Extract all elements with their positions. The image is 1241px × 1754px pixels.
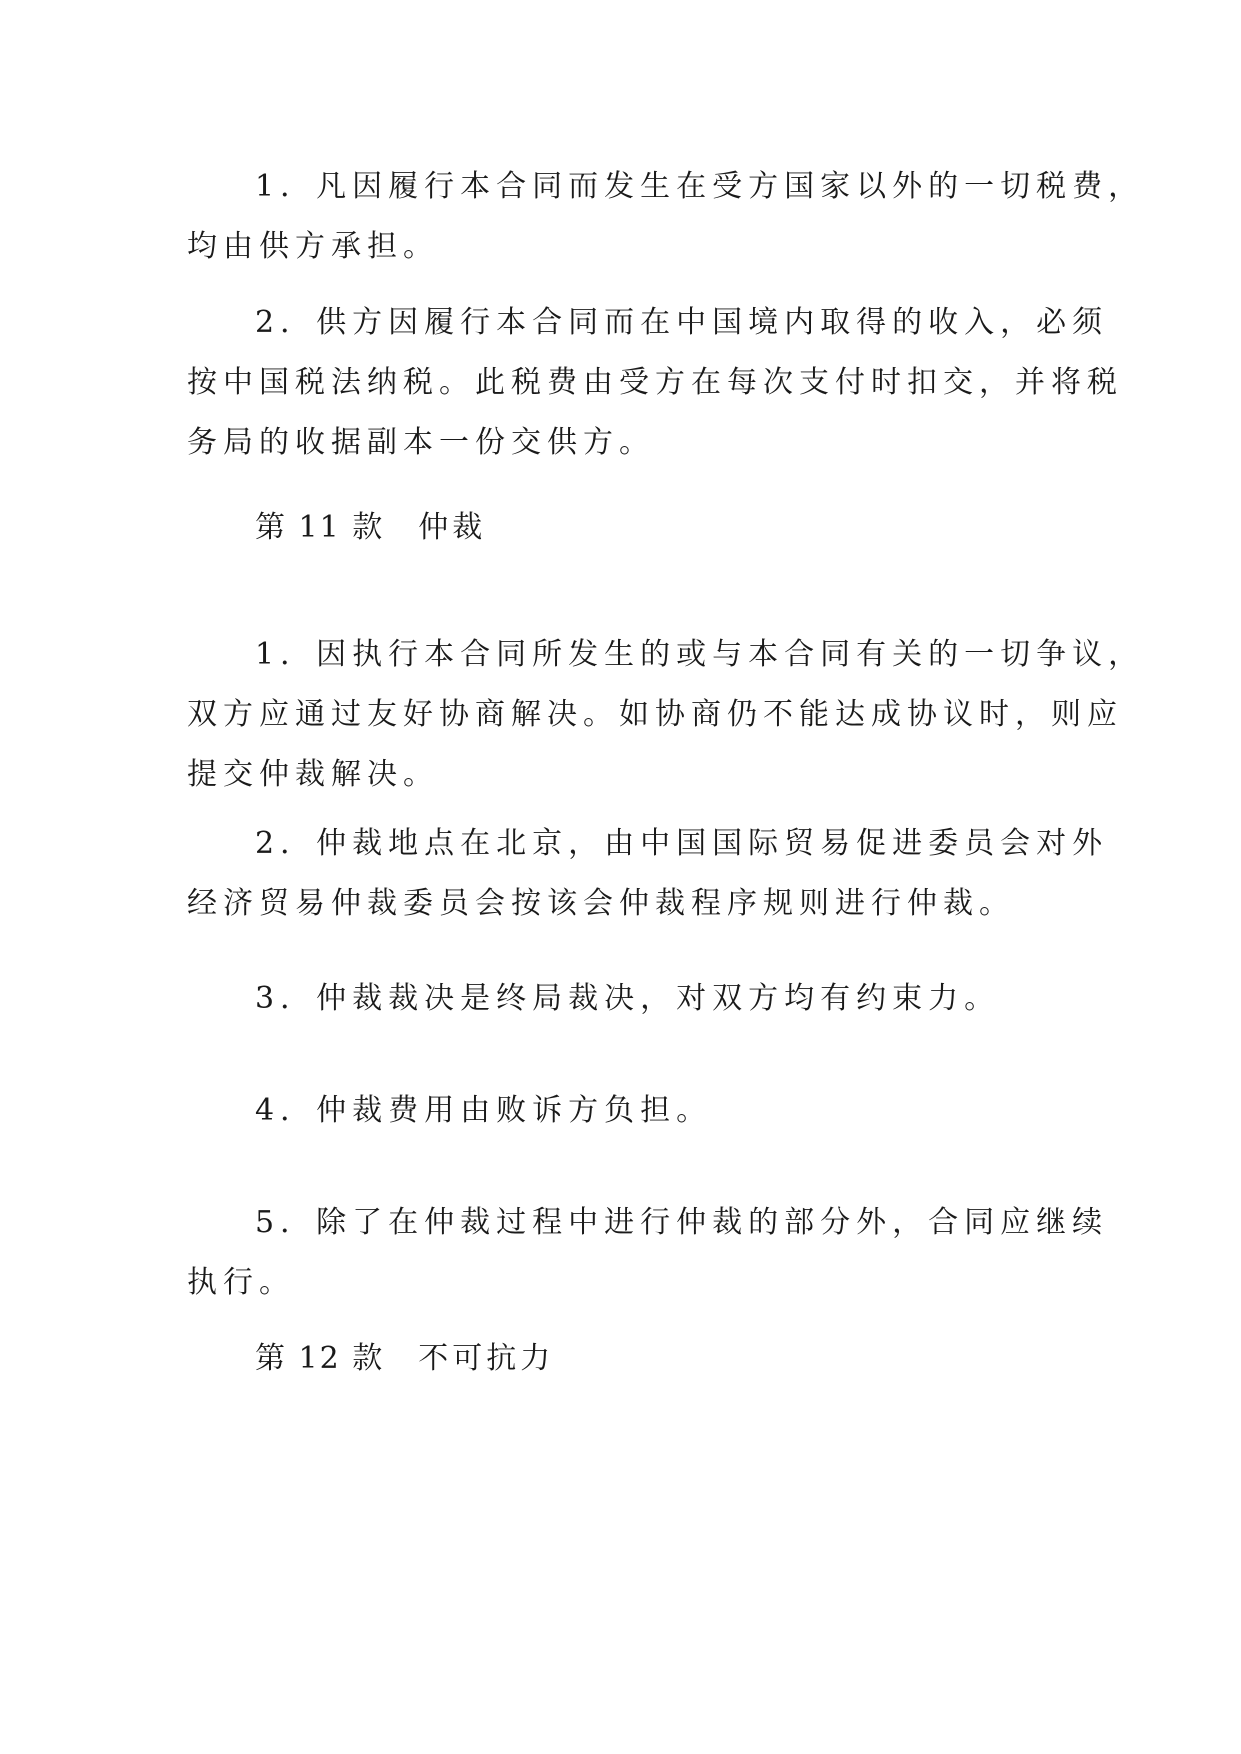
text-line: 经济贸易仲裁委员会按该会仲裁程序规则进行仲裁。 bbox=[187, 886, 1015, 921]
text-line: 均由供方承担。 bbox=[187, 229, 439, 264]
tax-clause-2 bbox=[187, 293, 1123, 473]
section-number: 第 12 款 bbox=[255, 1341, 385, 1376]
text-line: 2．供方因履行本合同而在中国境内取得的收入，必须 bbox=[255, 305, 1109, 340]
text-line: 1．因执行本合同所发生的或与本合同有关的一切争议， bbox=[255, 637, 1145, 672]
text-line: 3．仲裁裁决是终局裁决，对双方均有约束力。 bbox=[255, 981, 1001, 1016]
section-heading-arbitration bbox=[255, 498, 486, 558]
section-title: 不可抗力 bbox=[418, 1341, 555, 1376]
arbitration-clause-5 bbox=[187, 1193, 1109, 1313]
section-heading-force-majeure bbox=[255, 1329, 554, 1389]
arbitration-clause-1 bbox=[187, 625, 1145, 805]
text-line: 2．仲裁地点在北京，由中国国际贸易促进委员会对外 bbox=[255, 826, 1109, 861]
section-title: 仲裁 bbox=[418, 510, 487, 545]
text-line: 按中国税法纳税。此税费由受方在每次支付时扣交，并将税 bbox=[187, 365, 1123, 400]
arbitration-clause-4 bbox=[187, 1081, 1057, 1141]
arbitration-clause-2 bbox=[187, 814, 1109, 934]
section-number: 第 11 款 bbox=[255, 510, 385, 545]
text-line: 务局的收据副本一份交供方。 bbox=[187, 425, 655, 460]
arbitration-clause-3 bbox=[187, 969, 1057, 1029]
text-line: 双方应通过友好协商解决。如协商仍不能达成协议时，则应 bbox=[187, 697, 1123, 732]
text-line: 提交仲裁解决。 bbox=[187, 757, 439, 792]
tax-clause-1 bbox=[187, 157, 1145, 277]
text-line: 1．凡因履行本合同而发生在受方国家以外的一切税费， bbox=[255, 169, 1145, 204]
text-line: 执行。 bbox=[187, 1265, 295, 1300]
text-line: 4．仲裁费用由败诉方负担。 bbox=[255, 1093, 713, 1128]
text-line: 5．除了在仲裁过程中进行仲裁的部分外，合同应继续 bbox=[255, 1205, 1109, 1240]
